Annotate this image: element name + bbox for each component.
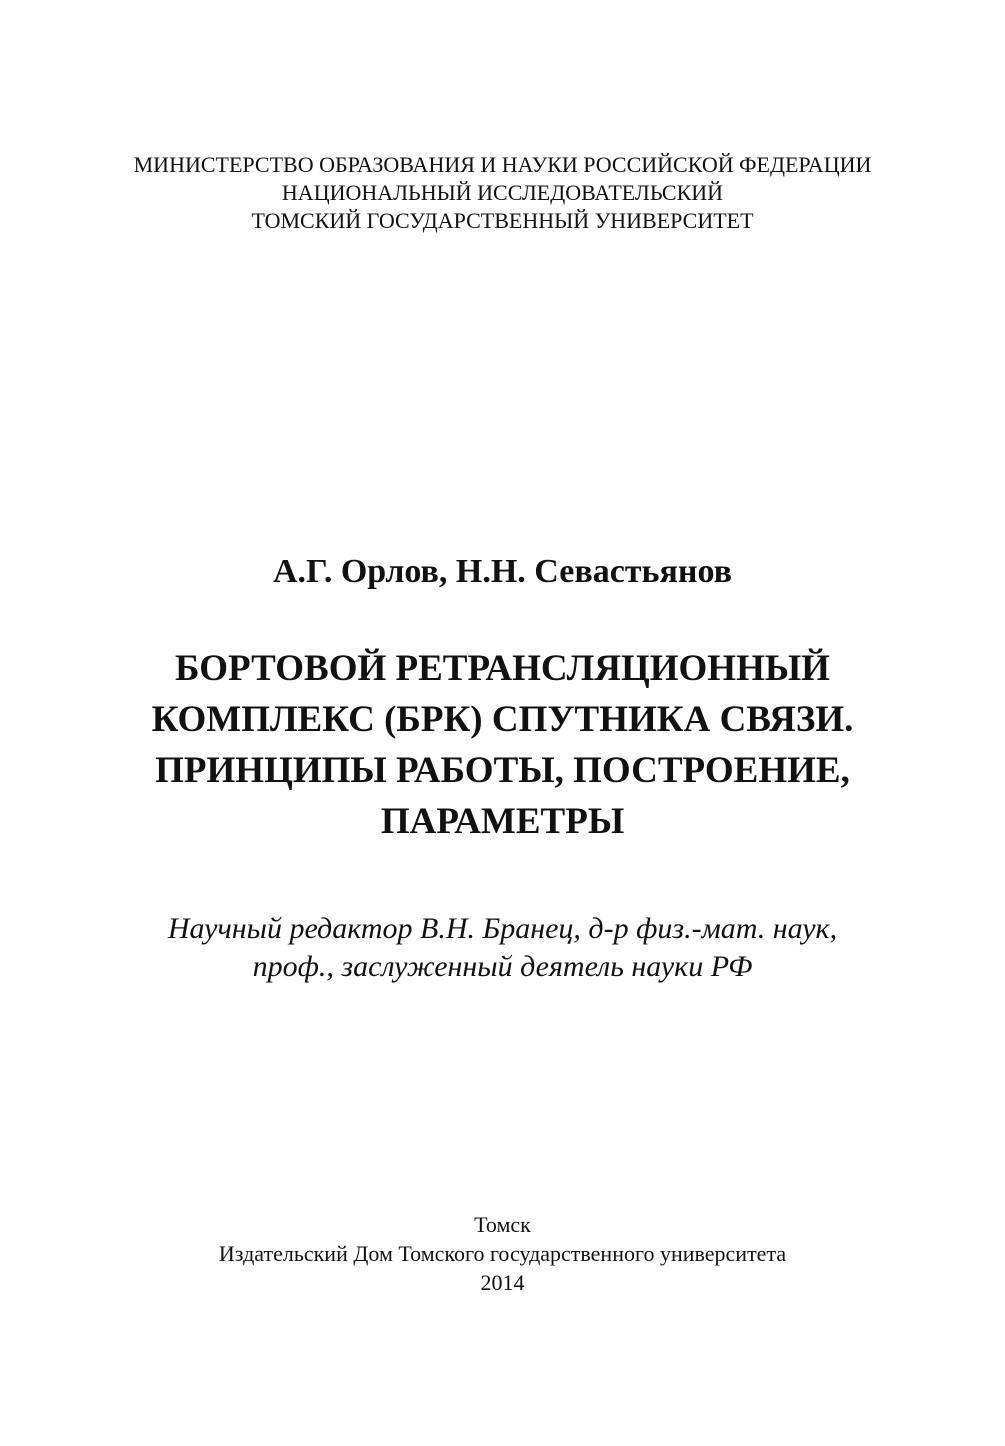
- authors: [0, 550, 1005, 594]
- imprint: [0, 1210, 1005, 1297]
- imprint-year: 2014: [480, 1270, 525, 1295]
- book-title: [0, 643, 1005, 847]
- editor-line-2: проф., заслуженный деятель науки РФ: [252, 950, 753, 983]
- ministry-line-3: ТОМСКИЙ ГОСУДАРСТВЕННЫЙ УНИВЕРСИТЕТ: [251, 208, 754, 233]
- editor-line-1: Научный редактор В.Н. Бранец, д-р физ.-мат. наук,: [167, 912, 838, 945]
- ministry-header: [0, 151, 1005, 235]
- title-line-3: ПРИНЦИПЫ РАБОТЫ, ПОСТРОЕНИЕ,: [155, 750, 850, 791]
- ministry-line-2: НАЦИОНАЛЬНЫЙ ИССЛЕДОВАТЕЛЬСКИЙ: [281, 180, 724, 205]
- imprint-publisher: Издательский Дом Томского государственного университета: [218, 1241, 787, 1266]
- imprint-city: Томск: [474, 1212, 531, 1237]
- title-line-1: БОРТОВОЙ РЕТРАНСЛЯЦИОННЫЙ: [175, 648, 830, 689]
- ministry-line-1: МИНИСТЕРСТВО ОБРАЗОВАНИЯ И НАУКИ РОССИЙСКОЙ ФЕДЕРАЦИИ: [133, 152, 872, 177]
- authors-line: А.Г. Орлов, Н.Н. Севастьянов: [272, 553, 733, 590]
- scientific-editor: [0, 910, 1005, 986]
- title-line-4: ПАРАМЕТРЫ: [380, 801, 625, 842]
- title-line-2: КОМПЛЕКС (БРК) СПУТНИКА СВЯЗИ.: [151, 699, 854, 740]
